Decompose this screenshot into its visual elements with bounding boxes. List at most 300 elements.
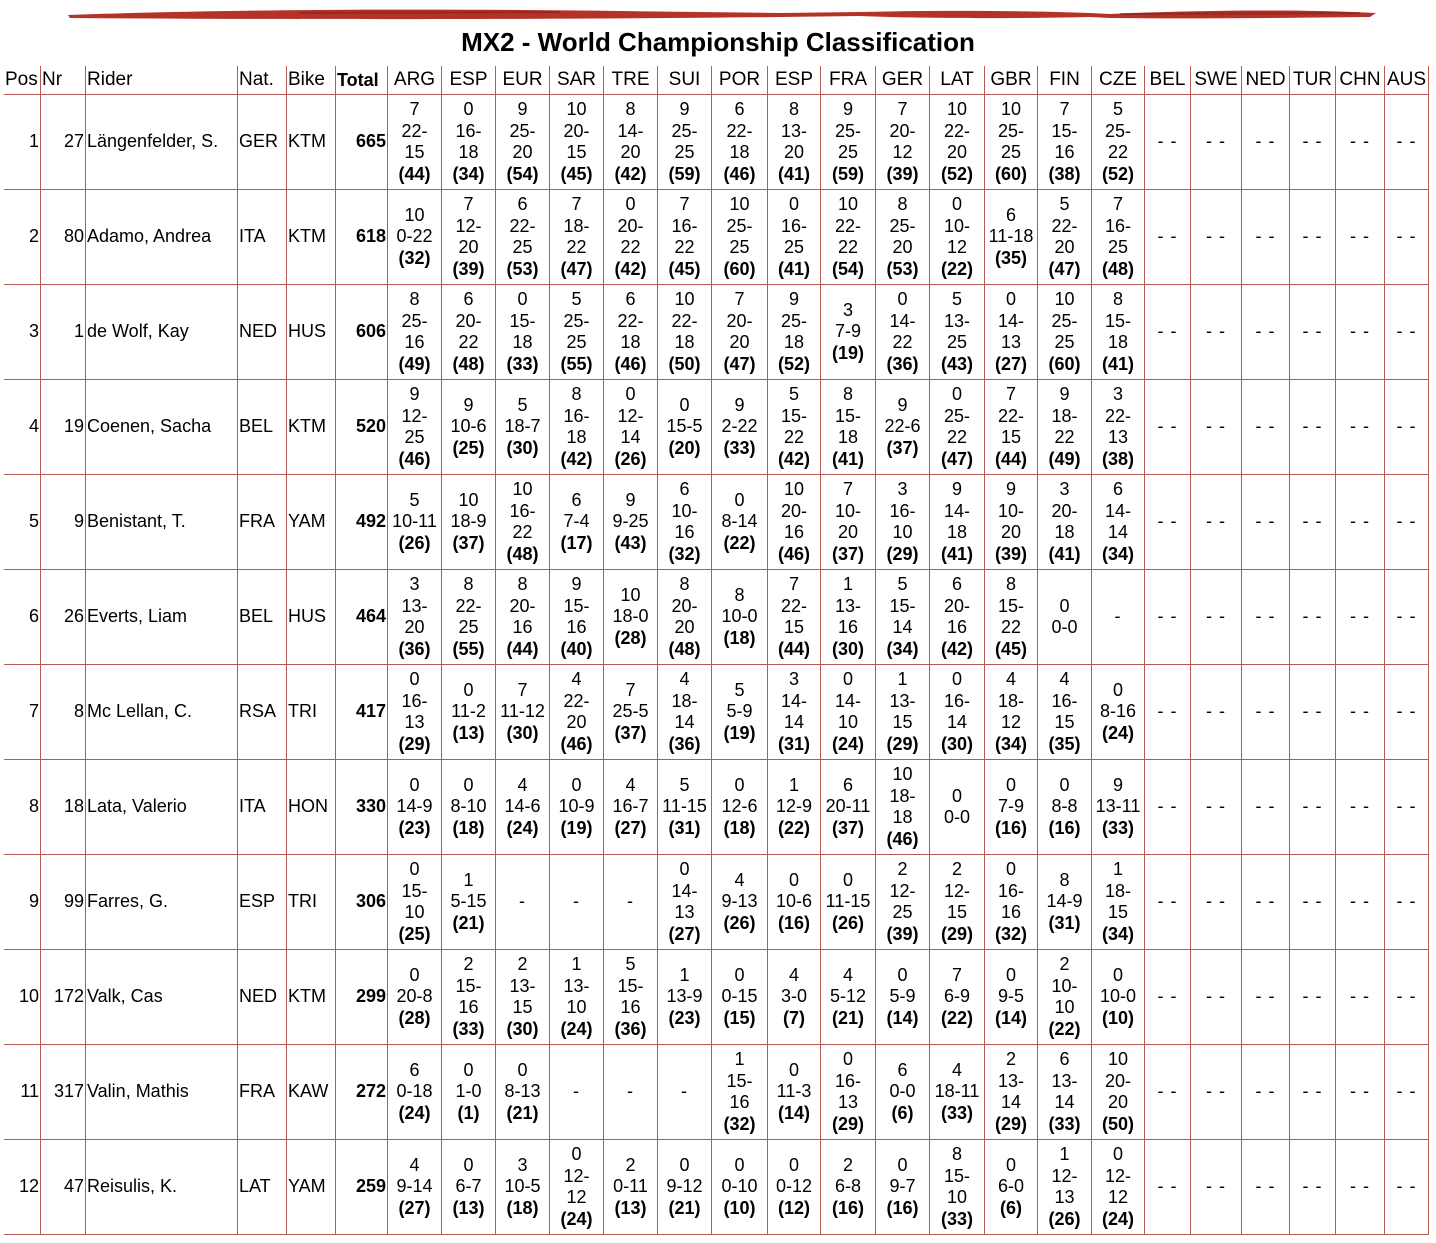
round-points-total: (33): [1048, 1113, 1081, 1134]
round-result-line: 10-9: [558, 796, 595, 817]
round-result-cell: [1038, 475, 1092, 570]
no-result: - -: [1206, 796, 1226, 817]
round-result-cell: [1290, 950, 1336, 1045]
bike-cell: YAM: [287, 1140, 336, 1235]
round-points-total: (14): [777, 1102, 810, 1123]
round-result-cell: [604, 855, 658, 950]
round-result-cell: [604, 665, 658, 760]
round-result-line: 14-: [617, 120, 644, 141]
round-points-total: (52): [1101, 163, 1134, 184]
round-result-line: 13-: [997, 1070, 1024, 1091]
round-result-line: 9: [1112, 774, 1123, 795]
round-result-line: 0: [409, 859, 420, 879]
round-result-line: 3: [842, 299, 853, 320]
round-points-total: (27): [398, 1197, 431, 1218]
round-result-line: 12: [566, 1187, 587, 1207]
round-result-cell: [658, 380, 712, 475]
round-result-line: 25-: [671, 120, 698, 141]
round-result-cell: [550, 1140, 604, 1235]
round-result-line: 12-: [943, 880, 970, 901]
no-result: - -: [1350, 511, 1370, 532]
round-points-total: (37): [614, 722, 647, 743]
nation-cell: ESP: [238, 855, 287, 950]
position-cell: 10: [4, 950, 41, 1045]
round-result-line: 4: [951, 1059, 962, 1080]
round-result-line: 12-6: [721, 796, 758, 817]
col-round-aus: AUS: [1385, 66, 1429, 95]
round-points-total: (16): [1048, 817, 1081, 838]
round-result-cell: [930, 570, 985, 665]
round-result-line: 2: [1059, 954, 1070, 974]
round-result-cell: [550, 665, 604, 760]
nation-cell: FRA: [238, 475, 287, 570]
round-points-total: (30): [831, 638, 864, 659]
round-result-line: 25-: [726, 215, 753, 236]
round-result-cell: [1336, 95, 1385, 190]
round-result-cell: [496, 475, 550, 570]
round-result-line: 5: [951, 289, 962, 309]
col-total: Total: [336, 66, 388, 95]
round-result-line: 6: [571, 489, 582, 510]
round-result-line: 15-: [780, 405, 807, 426]
round-result-line: 0: [463, 774, 474, 795]
round-result-cell: [985, 190, 1038, 285]
round-result-cell: [821, 380, 876, 475]
round-result-cell: [712, 285, 768, 380]
round-result-cell: [876, 665, 930, 760]
table-row: [4, 285, 1429, 380]
col-round-gbr: GBR: [985, 66, 1038, 95]
round-result-line: 0: [409, 964, 420, 985]
round-result-line: 10-6: [450, 416, 487, 437]
no-result: - -: [1255, 416, 1276, 437]
round-result-cell: [1336, 855, 1385, 950]
round-result-cell: [442, 475, 496, 570]
round-points-total: (45): [560, 163, 593, 184]
round-result-line: 12: [1000, 712, 1022, 732]
round-result-cell: [550, 950, 604, 1045]
no-result: - -: [1157, 986, 1178, 1007]
no-result: - -: [1206, 701, 1226, 722]
round-result-cell: [985, 380, 1038, 475]
round-result-cell: [1290, 665, 1336, 760]
round-result-line: 6: [951, 574, 962, 594]
no-result: - -: [1157, 701, 1178, 722]
round-result-line: 0: [897, 964, 908, 985]
round-points-total: (52): [777, 353, 810, 374]
round-result-line: 13: [1000, 332, 1022, 352]
round-result-cell: [1290, 855, 1336, 950]
round-result-line: 25: [729, 237, 750, 257]
round-points-total: (16): [831, 1197, 864, 1218]
round-result-line: 10: [946, 1187, 968, 1207]
round-result-line: 10: [566, 997, 587, 1017]
no-result: -: [573, 891, 580, 912]
round-result-line: 16-: [455, 120, 482, 141]
round-result-cell: [712, 1045, 768, 1140]
round-result-line: 15-: [943, 1165, 970, 1186]
round-points-total: (25): [452, 437, 485, 458]
round-result-line: 9: [897, 394, 908, 415]
no-result: - -: [1396, 606, 1417, 627]
round-result-line: 0: [951, 785, 962, 806]
round-result-cell: [876, 285, 930, 380]
table-row: [4, 190, 1429, 285]
round-result-cell: [821, 950, 876, 1045]
round-result-line: 0: [679, 1154, 690, 1175]
round-result-line: 25-: [1051, 310, 1078, 331]
round-result-line: 20: [620, 142, 641, 162]
table-row: [4, 380, 1429, 475]
page-title: MX2 - World Championship Classification: [461, 27, 975, 57]
round-result-line: 0: [842, 669, 853, 689]
bike-cell: KTM: [287, 380, 336, 475]
round-result-line: 0: [1112, 679, 1123, 700]
round-result-line: 10-: [997, 500, 1024, 521]
round-points-total: (31): [777, 733, 810, 754]
round-points-total: (36): [614, 1018, 647, 1039]
round-result-line: 10: [512, 479, 533, 499]
round-result-line: 25-: [563, 310, 590, 331]
round-result-cell: [768, 760, 821, 855]
round-result-line: 0: [842, 869, 853, 890]
rider-name-cell: Coenen, Sacha: [86, 380, 238, 475]
round-result-line: 15-5: [666, 416, 703, 437]
round-points-total: (46): [398, 448, 431, 469]
round-result-cell: [930, 1045, 985, 1140]
round-result-line: 3: [517, 1154, 528, 1175]
round-result-cell: [1191, 1140, 1242, 1235]
no-result: - -: [1206, 511, 1226, 532]
round-result-cell: [1191, 665, 1242, 760]
round-result-cell: [1191, 475, 1242, 570]
round-result-line: 3-0: [780, 986, 807, 1007]
no-result: - -: [1350, 986, 1370, 1007]
round-points-total: (22): [723, 532, 756, 553]
round-result-line: 10-: [834, 500, 861, 521]
no-result: - -: [1157, 416, 1178, 437]
round-points-total: (23): [668, 1007, 701, 1028]
round-result-line: 12: [1107, 1187, 1129, 1207]
round-result-line: 0: [571, 1144, 582, 1164]
number-cell: 80: [41, 190, 86, 285]
round-points-total: (48): [452, 353, 485, 374]
round-points-total: (46): [560, 733, 593, 754]
round-result-cell: [930, 950, 985, 1045]
number-cell: 172: [41, 950, 86, 1045]
round-result-line: 18: [1054, 522, 1075, 542]
bike-cell: TRI: [287, 855, 336, 950]
round-result-line: 16-: [889, 500, 916, 521]
round-result-cell: [930, 760, 985, 855]
round-points-total: (13): [452, 722, 485, 743]
round-result-cell: [1336, 760, 1385, 855]
round-result-line: 8: [679, 574, 690, 594]
round-result-cell: [1191, 950, 1242, 1045]
no-result: - -: [1396, 986, 1417, 1007]
round-result-cell: [930, 190, 985, 285]
round-points-total: (50): [668, 353, 701, 374]
round-result-cell: [1290, 95, 1336, 190]
round-result-line: 18-: [563, 215, 590, 236]
round-result-line: 22-: [617, 310, 644, 331]
round-points-total: (46): [886, 828, 919, 849]
col-round-esp: ESP: [442, 66, 496, 95]
round-result-cell: [1038, 950, 1092, 1045]
round-result-line: 14-9: [396, 796, 433, 817]
round-result-line: 20-: [943, 595, 970, 616]
round-result-line: 20: [783, 142, 805, 162]
round-points-total: (29): [398, 733, 431, 754]
round-result-cell: [658, 950, 712, 1045]
round-points-total: (37): [452, 532, 485, 553]
round-result-cell: [712, 665, 768, 760]
round-result-line: 20: [837, 522, 859, 542]
round-result-line: 4: [679, 669, 690, 689]
round-points-total: (42): [777, 448, 810, 469]
round-result-cell: [768, 855, 821, 950]
round-result-cell: [1038, 1140, 1092, 1235]
round-points-total: (34): [886, 638, 919, 659]
round-result-line: 6-0: [997, 1176, 1024, 1197]
nation-cell: BEL: [238, 570, 287, 665]
round-result-line: 7: [897, 99, 908, 119]
no-result: - -: [1255, 1081, 1276, 1102]
no-result: - -: [1350, 606, 1370, 627]
no-result: - -: [1206, 986, 1226, 1007]
round-result-line: 10: [837, 712, 859, 732]
round-result-line: 0-22: [396, 226, 433, 247]
round-result-line: 6-9: [943, 986, 970, 1007]
round-points-total: (53): [506, 258, 539, 279]
round-result-line: 18: [729, 142, 750, 162]
round-result-cell: [821, 760, 876, 855]
round-points-total: (59): [668, 163, 701, 184]
no-result: - -: [1396, 796, 1417, 817]
round-result-cell: [604, 570, 658, 665]
round-result-line: 0-12: [775, 1176, 813, 1197]
total-points-cell: 520: [336, 380, 388, 475]
no-result: - -: [1350, 131, 1370, 152]
round-result-line: 16-: [509, 500, 536, 521]
round-result-cell: [388, 950, 442, 1045]
round-points-total: (60): [994, 163, 1027, 184]
round-result-cell: [1385, 665, 1429, 760]
round-result-cell: [1092, 475, 1145, 570]
round-result-line: 14: [783, 712, 805, 732]
round-result-line: 13: [674, 902, 695, 922]
round-points-total: (44): [398, 163, 431, 184]
round-result-cell: [1145, 950, 1191, 1045]
round-result-line: 0-0: [889, 1081, 916, 1102]
round-result-cell: [658, 760, 712, 855]
round-result-cell: [1038, 665, 1092, 760]
round-result-line: 0-18: [396, 1081, 433, 1102]
round-result-line: 0: [517, 289, 528, 309]
position-cell: 5: [4, 475, 41, 570]
round-result-cell: [658, 1045, 712, 1140]
round-result-line: 0: [679, 859, 690, 879]
round-points-total: (16): [886, 1197, 919, 1218]
round-result-cell: [1145, 760, 1191, 855]
round-points-total: (44): [506, 638, 539, 659]
round-result-line: 16: [1054, 142, 1075, 162]
round-result-line: 20-: [726, 310, 753, 331]
round-result-cell: [985, 475, 1038, 570]
round-result-cell: [1191, 855, 1242, 950]
round-result-line: 2-22: [721, 416, 758, 437]
round-result-line: 7: [463, 194, 474, 214]
round-points-total: (24): [831, 733, 864, 754]
round-points-total: (60): [1048, 353, 1081, 374]
round-result-cell: [550, 1045, 604, 1140]
round-result-line: 0: [842, 1049, 853, 1069]
round-result-line: 0: [463, 679, 474, 700]
round-result-cell: [876, 380, 930, 475]
round-result-line: 12-: [401, 405, 428, 426]
round-result-line: 4: [625, 774, 636, 795]
round-result-cell: [985, 1045, 1038, 1140]
round-result-cell: [1242, 95, 1290, 190]
round-points-total: (33): [506, 353, 539, 374]
nation-cell: NED: [238, 285, 287, 380]
round-result-line: 2: [517, 954, 528, 974]
position-cell: 1: [4, 95, 41, 190]
round-points-total: (30): [940, 733, 973, 754]
round-result-line: 8: [1005, 574, 1016, 594]
round-result-cell: [658, 665, 712, 760]
round-result-line: 1: [842, 574, 853, 594]
round-points-total: (29): [994, 1113, 1027, 1134]
round-result-line: 5: [679, 774, 690, 795]
round-points-total: (34): [1101, 923, 1134, 944]
round-result-line: 20: [512, 142, 533, 162]
round-result-cell: [1385, 950, 1429, 1045]
round-points-total: (41): [831, 448, 864, 469]
round-result-line: 6: [1112, 479, 1123, 499]
round-points-total: (45): [668, 258, 701, 279]
round-result-cell: [1242, 665, 1290, 760]
round-result-cell: [658, 475, 712, 570]
no-result: - -: [1350, 1176, 1370, 1197]
no-result: - -: [1350, 701, 1370, 722]
no-result: - -: [1302, 796, 1323, 817]
round-points-total: (29): [886, 733, 919, 754]
round-result-cell: [1385, 855, 1429, 950]
round-result-line: 2: [842, 1154, 853, 1175]
round-points-total: (33): [452, 1018, 485, 1039]
round-points-total: (54): [831, 258, 864, 279]
round-result-line: 1: [788, 774, 799, 795]
round-result-line: 6: [679, 479, 690, 499]
round-result-line: 12: [946, 237, 968, 257]
round-result-cell: [496, 285, 550, 380]
table-row: [4, 665, 1429, 760]
round-result-cell: [712, 760, 768, 855]
round-result-line: 0: [734, 489, 745, 510]
round-result-line: 12-: [563, 1165, 590, 1186]
round-result-line: 20-: [455, 310, 482, 331]
round-result-line: 12: [892, 142, 913, 162]
nation-cell: NED: [238, 950, 287, 1045]
round-result-line: 7: [1112, 194, 1123, 214]
round-result-line: 4: [1059, 669, 1070, 689]
round-result-cell: [550, 95, 604, 190]
round-result-cell: [1242, 475, 1290, 570]
round-result-line: 20-11: [825, 796, 871, 817]
round-result-line: 15: [783, 617, 805, 637]
round-result-cell: [496, 855, 550, 950]
round-result-line: 25-: [889, 215, 916, 236]
table-row: [4, 95, 1429, 190]
round-result-cell: [442, 95, 496, 190]
round-result-line: 0: [897, 289, 908, 309]
round-result-line: 12-9: [775, 796, 813, 817]
no-result: - -: [1206, 226, 1226, 247]
no-result: - -: [1157, 226, 1178, 247]
round-result-line: 16: [946, 617, 968, 637]
round-result-line: 8: [409, 289, 420, 309]
table-row: [4, 760, 1429, 855]
no-result: - -: [1255, 701, 1276, 722]
round-result-cell: [712, 95, 768, 190]
round-result-line: 14-9: [1046, 891, 1083, 912]
round-result-line: 20-: [509, 595, 536, 616]
round-result-line: 6-7: [455, 1176, 482, 1197]
round-result-line: 12-: [1104, 1165, 1131, 1186]
round-result-cell: [1385, 380, 1429, 475]
round-result-line: 0-10: [721, 1176, 758, 1197]
round-result-cell: [821, 95, 876, 190]
round-result-line: 22: [946, 427, 968, 447]
round-result-line: 16-7: [612, 796, 649, 817]
rider-name-cell: Mc Lellan, C.: [86, 665, 238, 760]
round-result-line: 4: [571, 669, 582, 689]
round-result-cell: [388, 285, 442, 380]
round-result-line: 7: [951, 964, 962, 985]
round-result-line: 11-3: [776, 1081, 812, 1102]
round-result-cell: [1336, 285, 1385, 380]
round-result-cell: [658, 95, 712, 190]
round-result-line: 6: [463, 289, 474, 309]
round-result-line: 6: [1059, 1049, 1070, 1069]
round-points-total: (33): [723, 437, 756, 458]
round-result-line: 3: [897, 479, 908, 499]
round-result-cell: [1038, 285, 1092, 380]
round-points-total: (46): [777, 543, 810, 564]
round-result-cell: [1092, 855, 1145, 950]
round-points-total: (47): [723, 353, 756, 374]
round-points-total: (45): [994, 638, 1027, 659]
round-result-line: 0: [897, 1154, 908, 1175]
no-result: - -: [1302, 1081, 1323, 1102]
no-result: - -: [1350, 416, 1370, 437]
col-round-sui: SUI: [658, 66, 712, 95]
round-points-total: (47): [1048, 258, 1081, 279]
no-result: -: [519, 891, 526, 912]
rider-name-cell: Farres, G.: [86, 855, 238, 950]
round-result-line: 3: [1112, 384, 1123, 404]
round-points-total: (39): [886, 163, 919, 184]
round-result-line: 6-8: [834, 1176, 861, 1197]
round-result-cell: [1242, 380, 1290, 475]
no-result: - -: [1350, 891, 1370, 912]
round-result-line: 9: [625, 489, 636, 510]
round-result-cell: [442, 570, 496, 665]
round-points-total: (26): [398, 532, 431, 553]
total-points-cell: 272: [336, 1045, 388, 1140]
number-cell: 19: [41, 380, 86, 475]
